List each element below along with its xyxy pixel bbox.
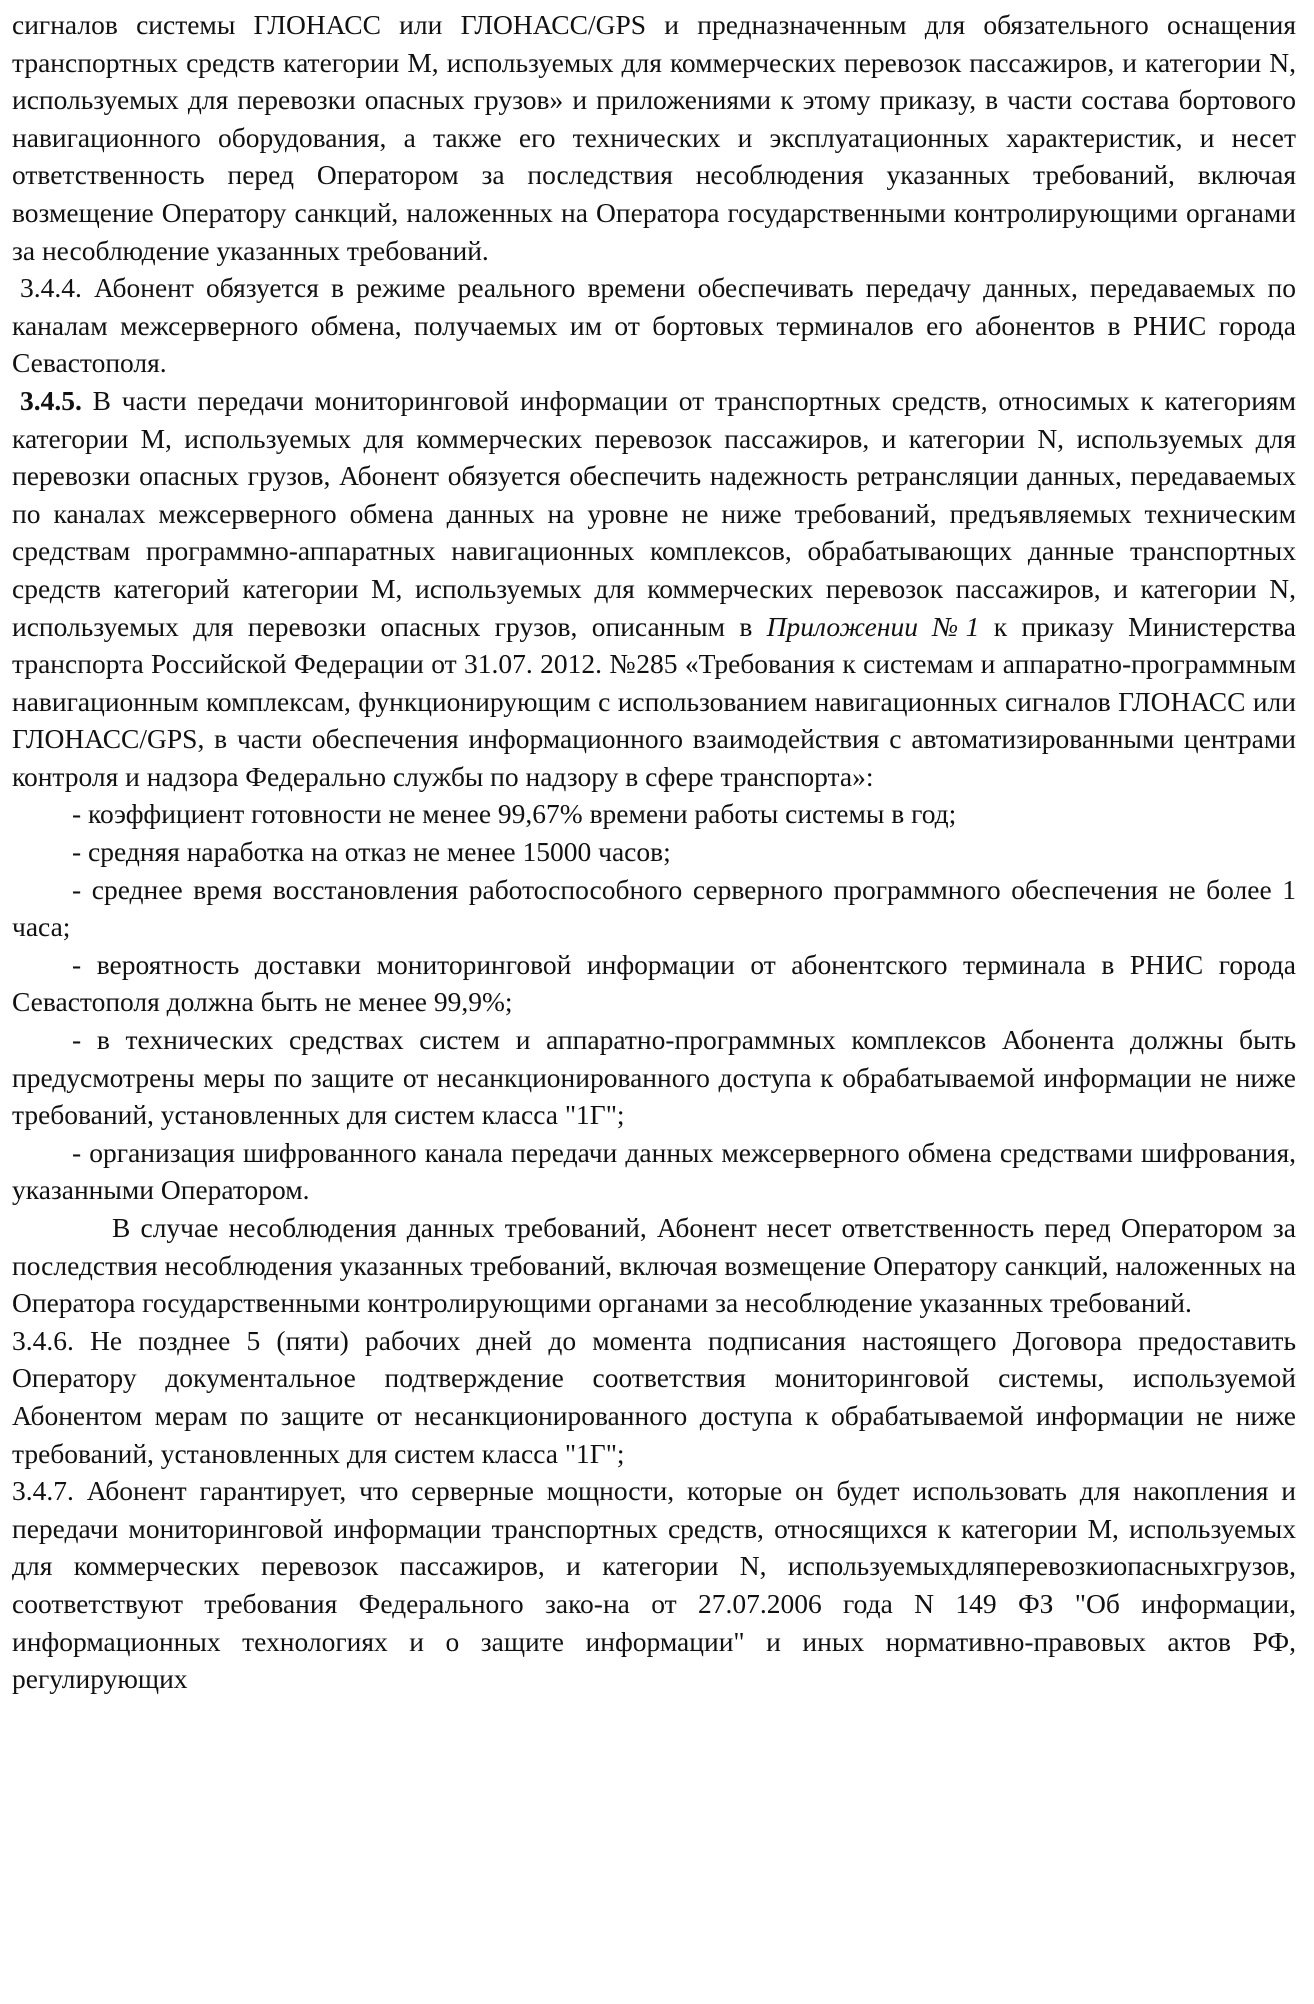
- clause-3-4-5-number: 3.4.5.: [20, 384, 82, 416]
- requirement-item-readiness: [12, 795, 1296, 833]
- clause-3-4-7: [12, 1472, 1296, 1698]
- clause-3-4-5-appendix-ref: Приложении №1: [766, 610, 980, 642]
- requirement-item-text: - средняя наработка на отказ не менее 15000 часов;: [72, 836, 671, 868]
- liability-paragraph-text: В случае несоблюдения данных требований, Абонент несет ответственность перед Оператором за последствия несоблюдения указанных требований, включая возмещение Оператору санкций, наложенных на Оператора государственными контролирующими органами за несоблюдение указанных требований.: [12, 1212, 1296, 1319]
- clause-3-4-4-text: 3.4.4. Абонент обязуется в режиме реального времени обеспечивать передачу данных, передаваемых по каналам межсерверного обмена, получаемых им от бортовых терминалов его абонентов в РНИС города Севастополя.: [12, 272, 1296, 379]
- requirement-item-text: - в технических средствах систем и аппаратно-программных комплексов Абонента должны быть предусмотрены меры по защите от несанкционированного доступа к обрабатываемой информации не ниже требований, установленных для систем класса "1Г";: [12, 1024, 1296, 1131]
- clause-3-4-4: [12, 269, 1296, 382]
- requirement-item-text: - среднее время восстановления работоспособного серверного программного обеспечения не более 1 часа;: [12, 873, 1296, 943]
- requirement-item-delivery: [12, 946, 1296, 1021]
- requirement-item-protection: [12, 1021, 1296, 1134]
- requirement-item-encryption: [12, 1134, 1296, 1209]
- clause-3-4-6-text: 3.4.6. Не позднее 5 (пяти) рабочих дней до момента подписания настоящего Договора предоставить Оператору документальное подтверждение соответствия мониторинговой системы, используемой Абонентом мерам по защите от несанкционированного доступа к обрабатываемой информации не ниже требований, установленных для систем класса "1Г";: [12, 1324, 1296, 1469]
- liability-paragraph: [12, 1209, 1296, 1322]
- clause-3-4-5: [12, 382, 1296, 796]
- requirement-item-recovery: [12, 871, 1296, 946]
- clause-3-4-7-text: 3.4.7. Абонент гарантирует, что серверные мощности, которые он будет использовать для накопления и передачи мониторинговой информации транспортных средств, относящихся к категории М, используемых для коммерческих перевозок пассажиров, и категории N, используемыхдляперевозкиопасныхгрузов, соответствуют требования Федерального зако-на от 27.07.2006 года N 149 ФЗ "Об информации, информационных технологиях и о защите информации" и иных нормативно-правовых актов РФ, регулирующих: [12, 1475, 1296, 1695]
- requirement-item-mtbf: [12, 833, 1296, 871]
- requirement-item-text: - коэффициент готовности не менее 99,67% времени работы системы в год;: [72, 798, 957, 830]
- requirement-item-text: - вероятность доставки мониторинговой информации от абонентского терминала в РНИС города Севастополя должна быть не менее 99,9%;: [12, 948, 1296, 1018]
- clause-3-4-5-text-after: к приказу Министерства транспорта Российской Федерации от 31.07. 2012. №285 «Требования к системам и аппаратно-программным навигационным комплексам, функционирующим с использованием навигационных сигналов ГЛОНАСС или ГЛОНАСС/GPS, в части обеспечения информационного взаимодействия с автоматизированными центрами контроля и надзора Федерально службы по надзору в сфере транспорта»:: [12, 610, 1296, 792]
- requirement-item-text: - организация шифрованного канала передачи данных межсерверного обмена средствами шифрования, указанными Оператором.: [12, 1136, 1296, 1206]
- paragraph-intro-text: сигналов системы ГЛОНАСС или ГЛОНАСС/GPS и предназначенным для обязательного оснащения транспортных средств категории М, используемых для коммерческих перевозок пассажиров, и категории N, используемых для перевозки опасных грузов» и приложениями к этому приказу, в части состава бортового навигационного оборудования, а также его технических и эксплуатационных характеристик, и несет ответственность перед Оператором за последствия несоблюдения указанных требований, включая возмещение Оператору санкций, наложенных на Оператора государственными контролирующими органами за несоблюдение указанных требований.: [12, 9, 1296, 266]
- clause-3-4-5-text-before: В части передачи мониторинговой информации от транспортных средств, относимых к категориям категории М, используемых для коммерческих перевозок пассажиров, и категории N, используемых для перевозки опасных грузов, Абонент обязуется обеспечить надежность ретрансляции данных, передаваемых по каналах межсерверного обмена данных на уровне не ниже требований, предъявляемых техническим средствам программно-аппаратных навигационных комплексов, обрабатывающих данные транспортных средств категорий категории М, используемых для коммерческих перевозок пассажиров, и категории N, используемых для перевозки опасных грузов, описанным в: [12, 384, 1296, 642]
- clause-3-4-6: [12, 1322, 1296, 1472]
- paragraph-intro: [12, 6, 1296, 269]
